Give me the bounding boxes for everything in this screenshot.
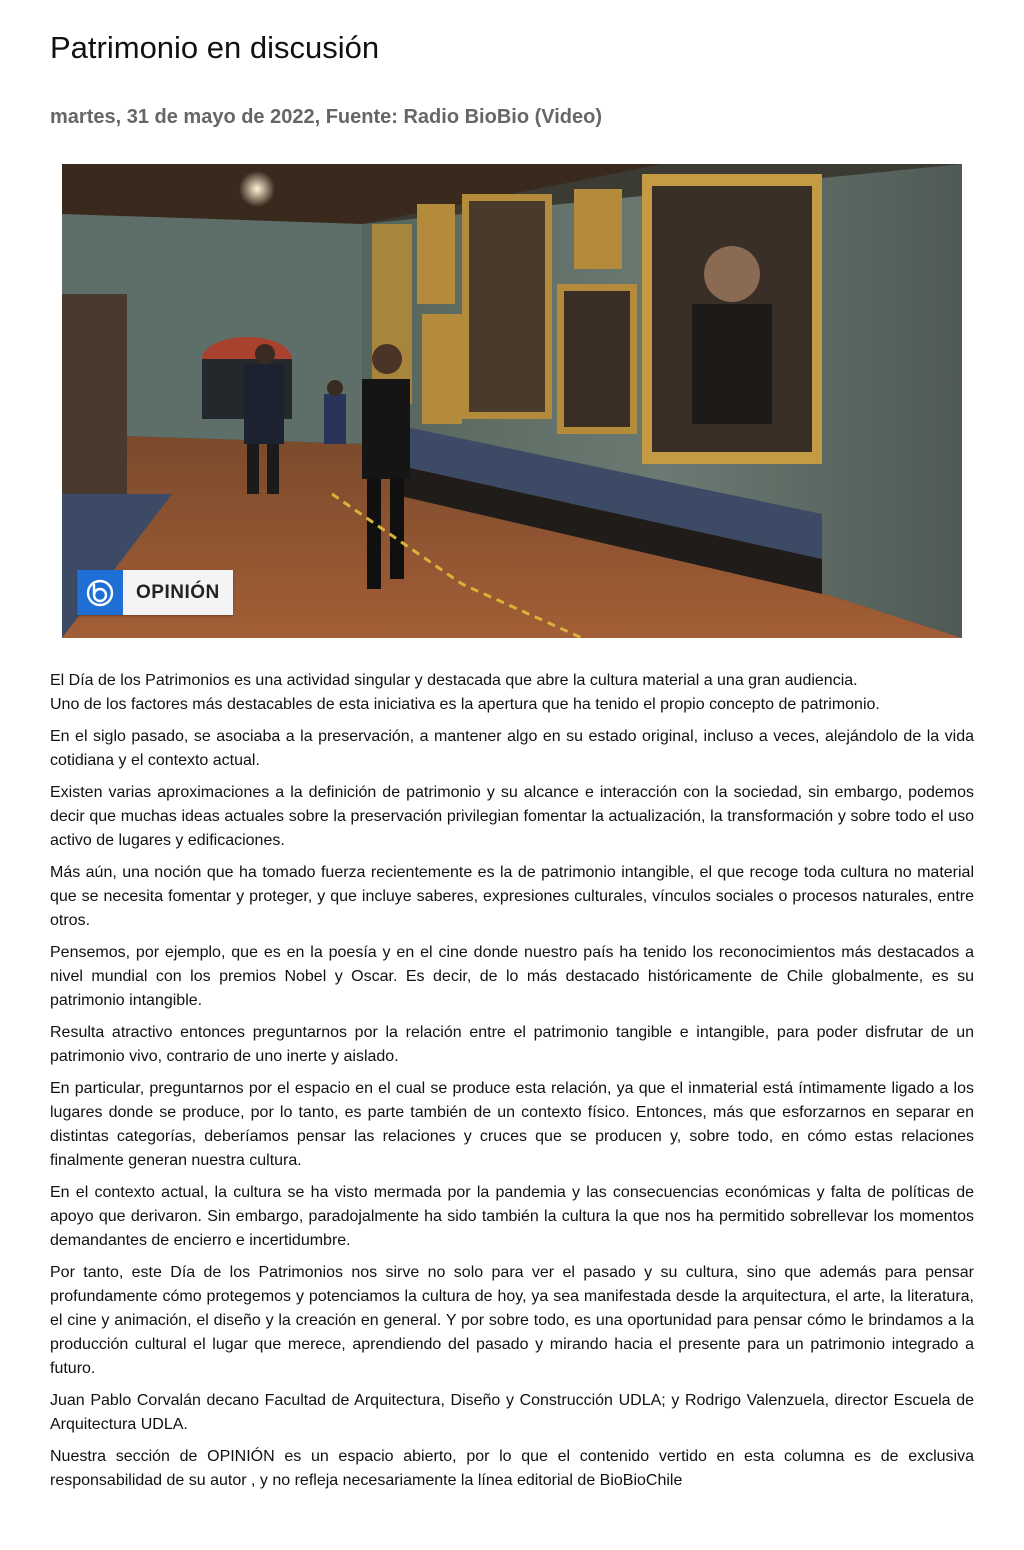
article-dateline: martes, 31 de mayo de 2022, Fuente: Radio BioBio (Video) — [50, 106, 603, 128]
museum-gallery-photo — [62, 164, 962, 638]
article-paragraph: En particular, preguntarnos por el espacio en el cual se produce esta relación, ya que el inmaterial está íntimamente ligado a los lugares donde se produce, por lo tanto, es parte también de un contexto físico. Entonces, más que esforzarnos en separar en distintas categorías, deberíamos pensar las relaciones y cruces que se producen y, sobre todo, en cómo estas relaciones finalmente generan nuestra cultura. — [50, 1080, 974, 1169]
article-paragraph: En el siglo pasado, se asociaba a la preservación, a mantener algo en su estado original, incluso a veces, alejándolo de la vida cotidiana y el contexto actual. — [50, 728, 974, 769]
article-paragraph — [50, 669, 974, 717]
article-body — [50, 669, 974, 1501]
article-paragraph-line: Uno de los factores más destacables de esta iniciativa es la apertura que ha tenido el propio concepto de patrimonio. — [50, 696, 880, 713]
article-paragraph: Por tanto, este Día de los Patrimonios nos sirve no solo para ver el pasado y su cultura, sino que además para pensar profundamente cómo protegemos y potenciamos la cultura de hoy, ya sea manifestada desde la arquitectura, el arte, la literatura, el cine y animación, el diseño y la creación en general. Y por sobre todo, es una oportunidad para pensar cómo le brindamos a la producción cultural el lugar que merece, aprendiendo del pasado y mirando hacia el presente para un patrimonio integrado a futuro. — [50, 1264, 974, 1377]
article-paragraph: Nuestra sección de OPINIÓN es un espacio abierto, por lo que el contenido vertido en esta columna es de exclusiva responsabilidad de su autor , y no refleja necesariamente la línea editorial de BioBioChile — [50, 1448, 974, 1489]
article-paragraph: En el contexto actual, la cultura se ha visto mermada por la pandemia y las consecuencias económicas y falta de políticas de apoyo que derivaron. Sin embargo, paradojalmente ha sido también la cultura la que nos ha permitido sobrellevar los momentos demandantes de encierro e incertidumbre. — [50, 1184, 974, 1249]
article-paragraph: Juan Pablo Corvalán decano Facultad de Arquitectura, Diseño y Construcción UDLA; y Rodrigo Valenzuela, director Escuela de Arquitectura UDLA. — [50, 1392, 974, 1433]
opinion-badge — [77, 570, 233, 615]
article-paragraph: Más aún, una noción que ha tomado fuerza recientemente es la de patrimonio intangible, el que recoge toda cultura no material que se necesita fomentar y proteger, y que incluye saberes, expresiones culturales, vínculos sociales o procesos naturales, entre otros. — [50, 864, 974, 929]
article-hero-image — [62, 164, 962, 638]
article-paragraph: Pensemos, por ejemplo, que es en la poesía y en el cine donde nuestro país ha tenido los reconocimientos más destacados a nivel mundial con los premios Nobel y Oscar. Es decir, de lo más destacado históricamente de Chile globalmente, es su patrimonio intangible. — [50, 944, 974, 1009]
article-paragraph-line: El Día de los Patrimonios es una actividad singular y destacada que abre la cultura material a una gran audiencia. — [50, 672, 858, 689]
biobio-logo-icon — [77, 570, 123, 615]
article-paragraph: Resulta atractivo entonces preguntarnos por la relación entre el patrimonio tangible e intangible, para poder disfrutar de un patrimonio vivo, contrario de uno inerte y aislado. — [50, 1024, 974, 1065]
opinion-badge-label: OPINIÓN — [123, 570, 233, 615]
article-paragraph: Existen varias aproximaciones a la definición de patrimonio y su alcance e interacción con la sociedad, sin embargo, podemos decir que muchas ideas actuales sobre la preservación privilegian fomentar la actualización, la transformación y sobre todo el uso activo de lugares y edificaciones. — [50, 784, 974, 849]
article-title: Patrimonio en discusión — [50, 30, 380, 65]
